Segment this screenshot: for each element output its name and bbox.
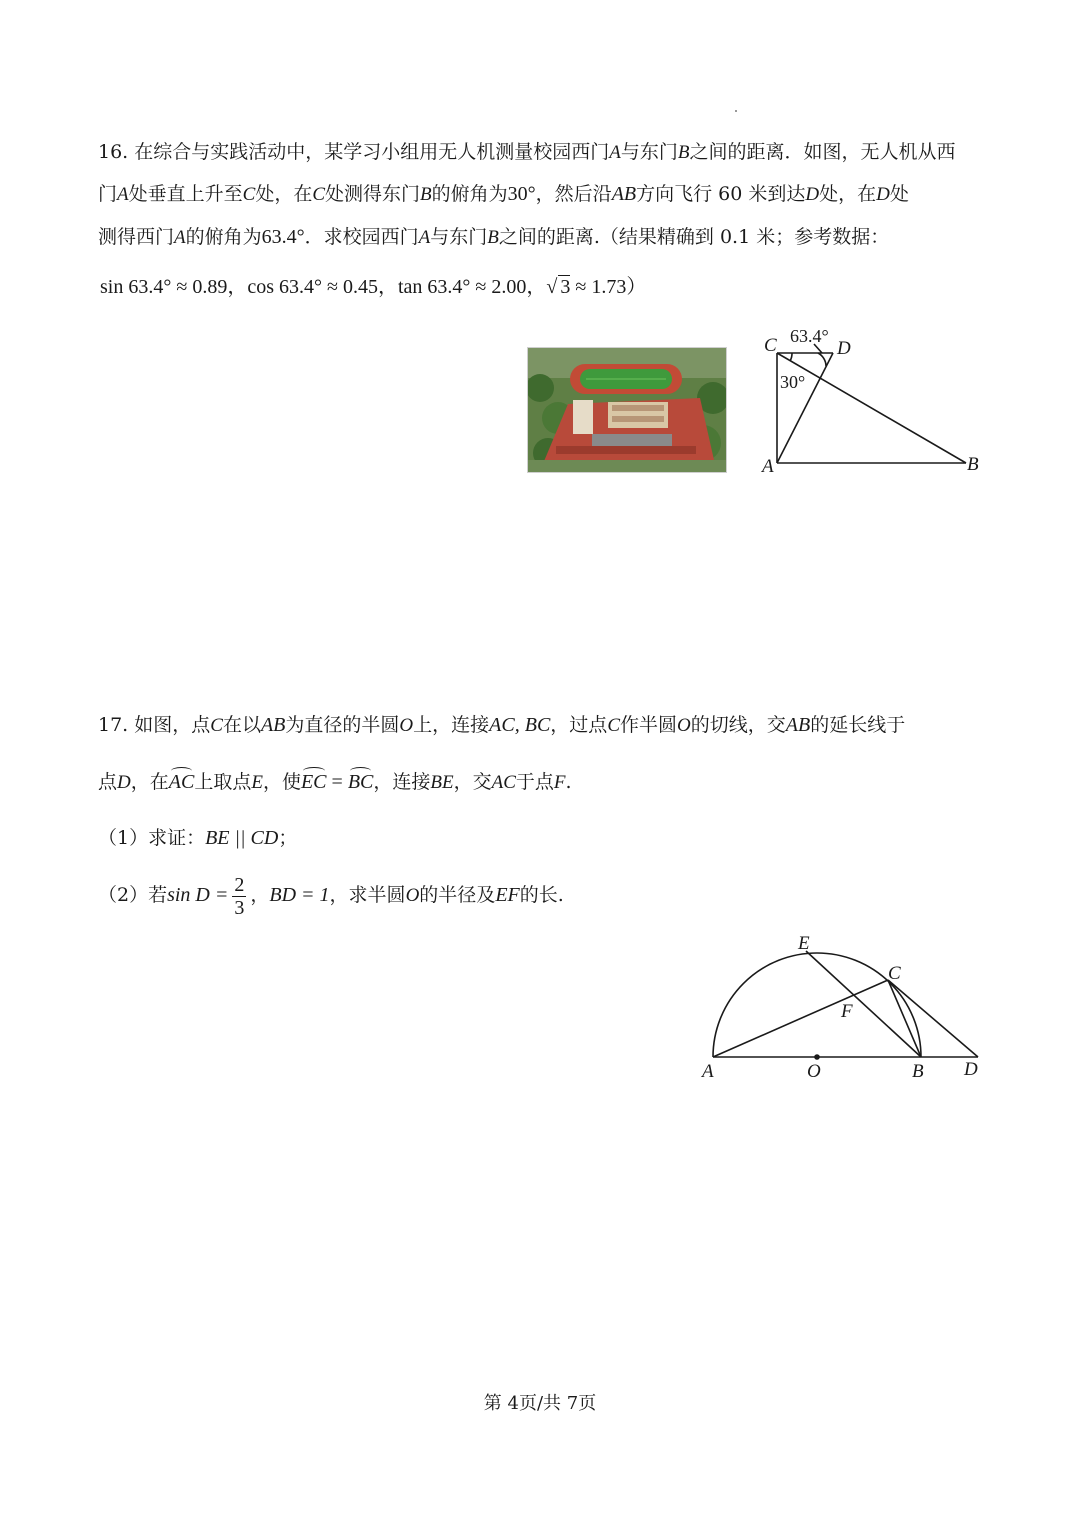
sqrt-argument: 3 <box>560 276 571 298</box>
q17-var-BE: BE <box>430 772 454 793</box>
q17-text: ，交 <box>453 771 492 793</box>
q17-text: 17. 如图，点 <box>98 714 211 736</box>
q17-text: 上取点 <box>194 771 252 793</box>
q16-line-2 <box>98 182 909 207</box>
q17-var-AB: AB <box>785 714 811 736</box>
q17-text: 的切线，交 <box>690 714 786 736</box>
sinD-expr: sin D = <box>167 884 229 906</box>
angle-arc-63 <box>818 353 826 366</box>
q17-part-2 <box>98 872 564 919</box>
label-angle-63: 63.4° <box>790 326 829 346</box>
q17-var-C: C <box>607 715 620 736</box>
q16-var-A: A <box>117 184 129 205</box>
q17-text: 的延长线于 <box>810 714 906 736</box>
q17-text: . <box>565 771 572 793</box>
q16-text: 测得西门 <box>98 226 175 248</box>
q17-var-F: F <box>553 772 566 793</box>
q17-text: 于点 <box>515 771 554 793</box>
q17-line-1 <box>98 713 905 738</box>
fraction-denominator: 3 <box>234 896 245 919</box>
q17-BD-eq: BD = 1 <box>269 884 330 906</box>
q16-var-D: D <box>805 184 820 205</box>
q16-text: 之间的距离．如图，无人机从西 <box>689 141 956 163</box>
q16-text: 方向飞行 60 米到达 <box>636 183 806 205</box>
q16-text: 处 <box>889 183 909 205</box>
q17-var-E: E <box>251 772 263 793</box>
q17-text: 的半径及 <box>419 884 496 906</box>
campus-photo-graphic <box>528 348 726 472</box>
q16-text: 处垂直上升至 <box>128 183 243 205</box>
q17-text: ，连接 <box>373 771 431 793</box>
page-footer: 第 4页/共 7页 <box>483 1393 597 1414</box>
q17-text: 在以 <box>222 714 261 736</box>
ref-sqrt-value: ≈ 1.73 <box>570 276 627 298</box>
q17-var-D: D <box>117 772 131 793</box>
ref-close: ） <box>626 276 647 298</box>
q16-text: 的俯角为 <box>431 183 508 205</box>
segment-CD <box>888 980 978 1057</box>
q16-var-B: B <box>487 227 499 248</box>
campus-aerial-photo <box>527 347 727 473</box>
q16-text: 处测得东门 <box>325 183 421 205</box>
label-O: O <box>807 1061 821 1082</box>
q16-text: 与东门 <box>430 226 488 248</box>
q17-var-O: O <box>677 715 691 736</box>
arc-AC: AC <box>168 771 195 793</box>
q16-text: 之间的距离.（结果精确到 0.1 米；参考数据： <box>498 226 890 248</box>
arc-BC: BC <box>347 771 374 793</box>
label-F: F <box>841 1001 853 1022</box>
angle-arc-30 <box>790 353 792 361</box>
q17-text: ，使 <box>262 771 301 793</box>
q17-var-C: C <box>210 715 223 736</box>
q16-var-C: C <box>242 184 256 205</box>
q16-text: 16. 在综合与实践活动中，某学习小组用无人机测量校园西门 <box>98 141 610 163</box>
q17-line-2 <box>98 770 572 795</box>
label-D: D <box>837 338 851 359</box>
q17-var-O: O <box>405 885 420 906</box>
q16-var-B: B <box>677 142 690 163</box>
label-A: A <box>762 456 774 477</box>
q16-var-AB: AB <box>611 183 637 205</box>
label-E: E <box>798 933 810 954</box>
ref-sin: sin 63.4° ≈ 0.89 <box>100 276 228 298</box>
q16-text: ，然后沿 <box>535 183 612 205</box>
q16-text: 处，在 <box>819 183 877 205</box>
arc-EC: EC <box>300 771 327 793</box>
q17-part-1 <box>98 826 297 850</box>
label-B: B <box>912 1061 924 1082</box>
label-A: A <box>702 1061 714 1082</box>
q17-parallel-expr: BE || CD <box>205 827 279 849</box>
sqrt-symbol: √ <box>546 276 558 298</box>
fraction-numerator: 2 <box>234 873 245 896</box>
q17-sinD <box>167 884 228 906</box>
q16-text: 处，在 <box>255 183 313 205</box>
segment-CB <box>888 980 921 1057</box>
label-angle-30: 30° <box>780 372 806 392</box>
q16-var-D: D <box>876 184 890 205</box>
ref-sep: ， <box>526 276 547 298</box>
q17-text: 的长. <box>519 884 564 906</box>
q17-part1-label: （1）求证： <box>98 827 206 849</box>
q16-angle-63: 63.4° <box>261 226 305 248</box>
q16-line-1 <box>98 140 956 165</box>
q16-text: 门 <box>98 183 118 205</box>
label-D: D <box>964 1059 978 1080</box>
q17-text: ； <box>278 827 298 849</box>
equals-sign: = <box>326 771 348 793</box>
q16-var-B: B <box>420 184 432 205</box>
q17-text: 点 <box>98 771 118 793</box>
q16-text: ．求校园西门 <box>304 226 419 248</box>
label-B: B <box>967 454 979 475</box>
q17-var-AC: AC <box>491 772 516 793</box>
q16-text: 与东门 <box>620 141 678 163</box>
segment-EB <box>806 951 921 1057</box>
q16-angle-30: 30° <box>507 183 536 205</box>
center-dot-O <box>814 1054 820 1060</box>
q16-var-A: A <box>174 227 186 248</box>
ref-sep: ， <box>377 276 398 298</box>
q16-geometry-figure <box>758 322 990 478</box>
q16-reference-data <box>100 275 646 299</box>
q16-line-3 <box>98 225 889 250</box>
q17-text: 作半圆 <box>620 714 678 736</box>
q16-var-A: A <box>609 142 621 163</box>
label-C: C <box>888 963 901 984</box>
q17-semicircle-figure <box>690 925 990 1090</box>
q17-part2-label: （2）若 <box>98 884 168 906</box>
ref-cos: cos 63.4° ≈ 0.45 <box>247 276 378 298</box>
q17-var-AB: AB <box>260 714 286 736</box>
q17-var-AC-BC: AC, BC <box>489 714 551 736</box>
fraction-two-thirds <box>232 874 246 919</box>
q16-var-A: A <box>418 227 431 248</box>
q17-text: ，求半圆 <box>329 884 406 906</box>
q17-text: ， <box>250 884 270 906</box>
ref-sep: ， <box>227 276 248 298</box>
q17-text: ，过点 <box>550 714 608 736</box>
q16-var-C: C <box>312 184 326 205</box>
q17-text: 为直径的半圆 <box>285 714 400 736</box>
label-C: C <box>764 335 777 356</box>
ref-tan: tan 63.4° ≈ 2.00 <box>397 276 527 298</box>
q17-text: ，在 <box>130 771 169 793</box>
q17-var-O: O <box>399 715 414 736</box>
q17-var-EF: EF <box>495 884 520 906</box>
scan-speck <box>735 110 737 112</box>
q17-text: 上，连接 <box>413 714 490 736</box>
q16-text: 的俯角为 <box>185 226 262 248</box>
segment-AC <box>713 980 888 1057</box>
